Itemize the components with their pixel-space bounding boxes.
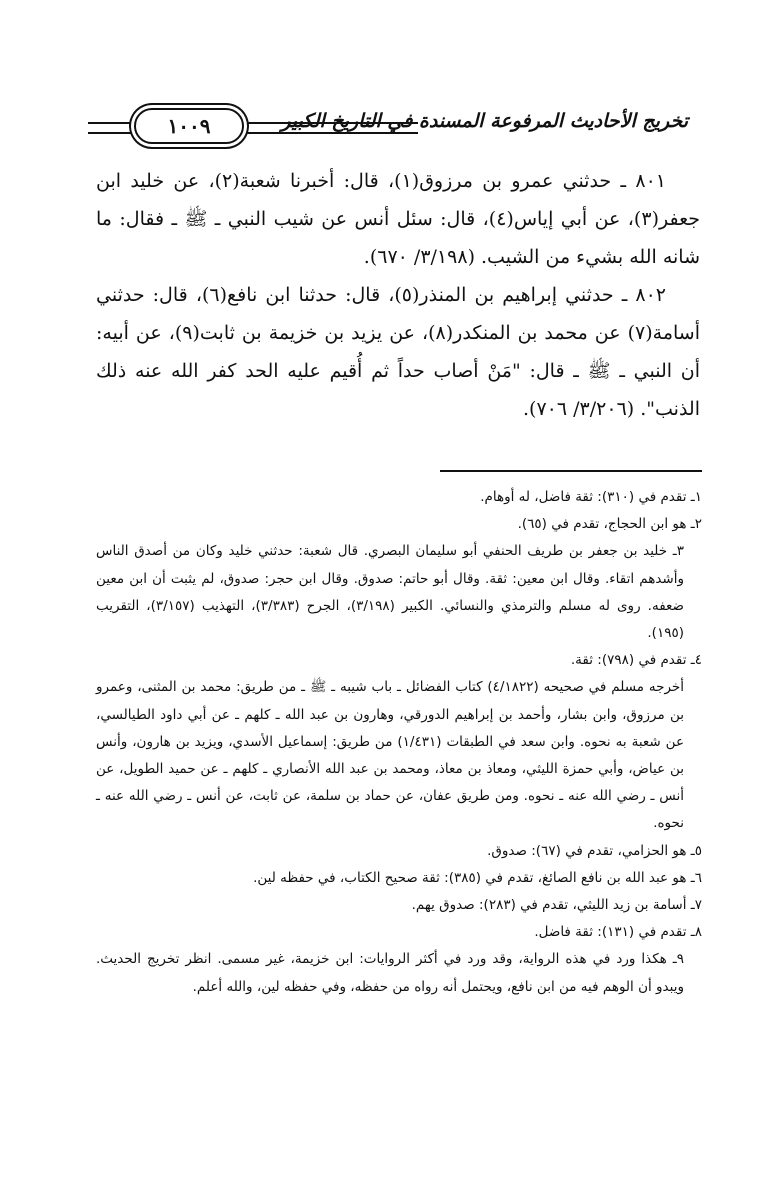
footnote-4-takhrij: أخرجه مسلم في صحيحه (٤/١٨٢٢) كتاب الفضائل ـ باب شيبه ـ ﷺ ـ من طريق: محمد بن المثنى، وعمرو بن مرزوق، وابن بشار، وأحمد بن إبراهيم الدورقي، وهارون بن عبد الله ـ كلهم ـ عن أبي داود الطيالسي، عن شعبة به نحوه. وابن سعد في الطبقات (١/٤٣١) من طريق: إسماعيل الأسدي، ويزيد بن هارون، وأنس بن عياض، وأبي حمزة الليثي، ومعاذ بن معاذ، ومحمد بن عبد الله الأنصاري ـ كلهم ـ عن حميد الطويل، عن أنس ـ رضي الله عنه ـ نحوه. ومن طريق عفان، عن حماد بن سلمة، عن ثابت، عن أنس ـ رضي الله عنه ـ نحوه.	[96, 679, 684, 832]
footnote-9: ٩ـ هكذا ورد في هذه الرواية، وقد ورد في أكثر الروايات: ابن خزيمة، غير مسمى. انظر تخريج الحديث. ويبدو أن الوهم فيه من ابن نافع، ويحتمل أنه رواه من حفظه، وفي حفظه لين، والله أعلم.	[96, 951, 684, 995]
footnote-3: ٣ـ خليد بن جعفر بن طريف الحنفي أبو سليمان البصري. قال شعبة: حدثني خليد وكان من أصدق الناس وأشدهم اتقاء. وقال ابن معين: ثقة. وقال أبو حاتم: صدوق. وقال ابن حجر: صدوق، لم يثبت أن ابن معين ضعفه. روى له مسلم والترمذي والنسائي. الكبير (٣/١٩٨)، الجرح (٣/٣٨٣)، التهذيب (٣/١٥٧)، التقريب (١٩٥).	[96, 543, 684, 642]
page-number: ١٠٠٩	[167, 114, 211, 138]
footnote-8: ٨ـ تقدم في (١٣١): ثقة فاضل.	[534, 924, 702, 941]
hadith-801: ٨٠١ ـ حدثني عمرو بن مرزوق(١)، قال: أخبرنا شعبة(٢)، عن خليد ابن جعفر(٣)، عن أبي إياس(٤)، قال: سئل أنس عن شيب النبي ـ ﷺ ـ فقال: ما شانه الله بشيء من الشيب. (٣/١٩٨/ ٦٧٠).	[96, 170, 700, 268]
footnote-4: ٤ـ تقدم في (٧٩٨): ثقة.	[570, 652, 702, 669]
footnote-2: ٢ـ هو ابن الحجاج، تقدم في (٦٥).	[517, 516, 702, 533]
footnote-5: ٥ـ هو الحزامي، تقدم في (٦٧): صدوق.	[487, 842, 702, 859]
footnote-6: ٦ـ هو عبد الله بن نافع الصائغ، تقدم في (٣٨٥): ثقة صحيح الكتاب، في حفظه لين.	[253, 869, 702, 886]
hadith-802: ٨٠٢ ـ حدثني إبراهيم بن المنذر(٥)، قال: حدثنا ابن نافع(٦)، قال: حدثني أسامة(٧) عن محمد بن المنكدر(٨)، عن يزيد بن خزيمة بن ثابت(٩)، عن أبيه: أن النبي ـ ﷺ ـ قال: "مَنْ أصاب حداً ثم أُقيم عليه الحد كفر الله عنه ذلك الذنب". (٣/٢٠٦/ ٧٠٦).	[96, 284, 700, 420]
footnotes	[96, 484, 702, 1001]
footnote-7: ٧ـ أسامة بن زيد الليثي، تقدم في (٢٨٣): صدوق يهم.	[411, 897, 702, 914]
footnote-1: ١ـ تقدم في (٣١٠): ثقة فاضل، له أوهام.	[480, 489, 702, 505]
footnote-separator	[440, 470, 702, 472]
page-header	[88, 106, 688, 146]
running-title: تخريج الأحاديث المرفوعة المسندة في التاريخ الكبير	[281, 110, 688, 132]
main-text	[96, 162, 700, 428]
page-number-frame	[134, 108, 244, 144]
